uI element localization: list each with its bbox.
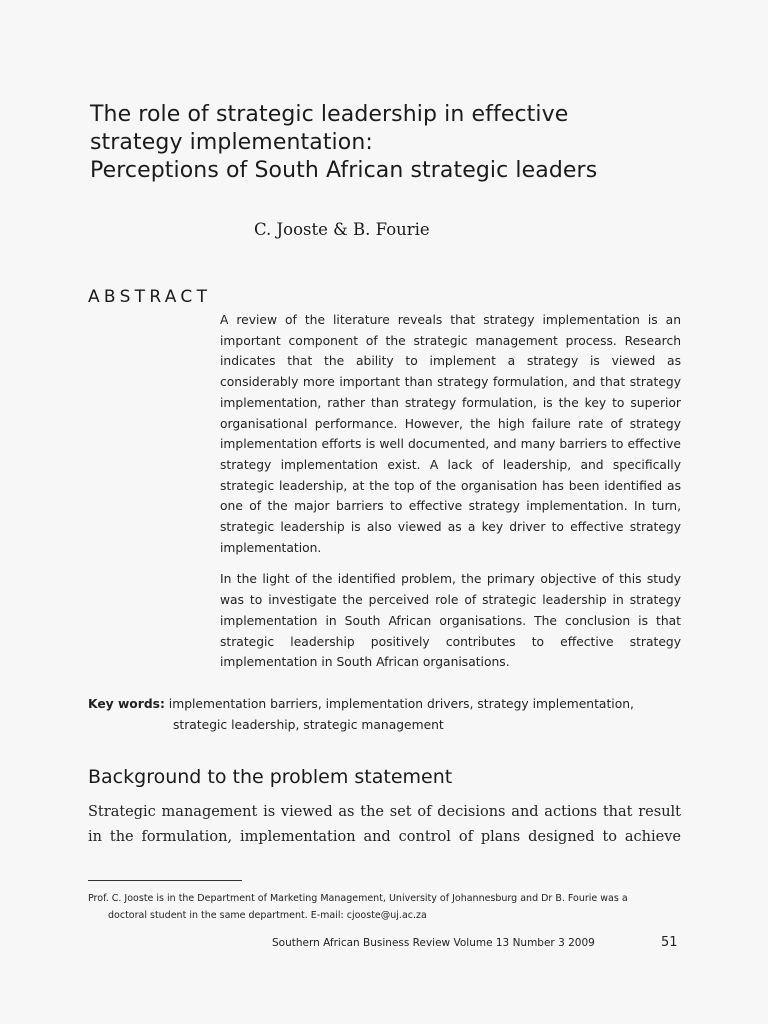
title-line-2: strategy implementation:	[90, 130, 373, 155]
title-line-1: The role of strategic leadership in effective	[90, 102, 569, 127]
abstract-body	[220, 310, 681, 673]
keywords-line-2: strategic leadership, strategic management	[173, 717, 444, 732]
section-heading: Background to the problem statement	[88, 766, 453, 788]
section-body: Strategic management is viewed as the set of decisions and actions that result in the formulation, implementation and control of plans designed to achieve	[88, 804, 681, 845]
page-number: 51	[661, 935, 678, 950]
keywords	[88, 694, 688, 735]
footnote-line-2: doctoral student in the same department. E-mail: cjooste@uj.ac.za	[108, 909, 427, 921]
title-line-3: Perceptions of South African strategic leaders	[90, 158, 598, 183]
footnote-line-1: Prof. C. Jooste is in the Department of Marketing Management, University of Johannesburg and Dr B. Fourie was a	[88, 893, 628, 904]
abstract-paragraph-2: In the light of the identified problem, the primary objective of this study was to investigate the perceived role of strategic leadership in strategy implementation in South African organisations. The conclusion is that strategic leadership positively contributes to effective strategy implementation in South African organisations.	[220, 572, 681, 670]
keywords-line-1: implementation barriers, implementation drivers, strategy implementation,	[168, 697, 634, 711]
footnote-divider	[88, 880, 242, 881]
abstract-paragraph-1: A review of the literature reveals that strategy implementation is an important component of the strategic management process. Research indicates that the ability to implement a strategy is viewed as considerably more important than strategy formulation, and that strategy implementation, rather than strategy formulation, is the key to superior organisational performance. However, the high failure rate of strategy implementation efforts is well documented, and many barriers to effective strategy implementation exist. A lack of leadership, and specifically strategic leadership, at the top of the organisation has been identified as one of the major barriers to effective strategy implementation. In turn, strategic leadership is also viewed as a key driver to effective strategy implementation.	[220, 313, 681, 555]
footnote	[88, 891, 681, 924]
running-footer: Southern African Business Review Volume 13 Number 3 2009	[272, 937, 595, 949]
authors: C. Jooste & B. Fourie	[254, 220, 430, 239]
paper-title	[90, 101, 710, 185]
keywords-label: Key words:	[88, 697, 165, 711]
abstract-heading: ABSTRACT	[88, 287, 212, 307]
